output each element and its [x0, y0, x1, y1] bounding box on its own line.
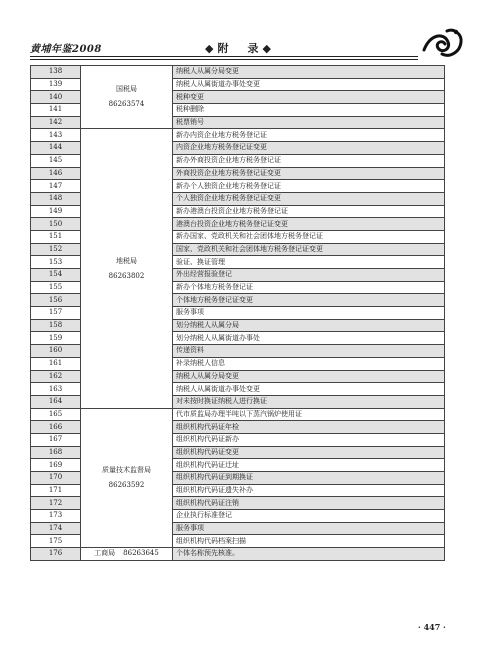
service-item: 服务事项 — [173, 522, 445, 535]
row-number: 157 — [31, 307, 81, 320]
service-item: 验证、换证管理 — [173, 256, 445, 269]
row-number: 165 — [31, 408, 81, 421]
row-number: 166 — [31, 421, 81, 434]
row-number: 149 — [31, 205, 81, 218]
page-number: · 447 · — [418, 622, 446, 632]
office-name: 工商局 — [94, 549, 116, 558]
service-items-table — [30, 65, 445, 561]
service-item: 代市质监局办理半吨以下蒸汽锅炉使用证 — [173, 408, 445, 421]
row-number: 150 — [31, 218, 81, 231]
row-number: 170 — [31, 472, 81, 485]
service-item: 新办外商投资企业地方税务登记证 — [173, 154, 445, 167]
service-item: 个体地方税务登记证变更 — [173, 294, 445, 307]
header-rule — [30, 56, 418, 57]
row-number: 167 — [31, 433, 81, 446]
service-item: 个人独资企业地方税务登记证变更 — [173, 192, 445, 205]
service-item: 税种变更 — [173, 91, 445, 104]
service-item: 企业执行标准登记 — [173, 510, 445, 523]
office-name: 质量技术监督局 — [102, 465, 151, 474]
row-number: 175 — [31, 535, 81, 548]
service-item: 新办个人独资企业地方税务登记证 — [173, 180, 445, 193]
service-item: 新办内资企业地方税务登记证 — [173, 129, 445, 142]
row-number: 153 — [31, 256, 81, 269]
row-number: 146 — [31, 167, 81, 180]
table-row — [31, 548, 445, 561]
service-item: 补录纳税人信息 — [173, 357, 445, 370]
service-item: 划分纳税人从属街道办事处 — [173, 332, 445, 345]
row-number: 155 — [31, 281, 81, 294]
row-number: 164 — [31, 395, 81, 408]
row-number: 156 — [31, 294, 81, 307]
table-row — [31, 408, 445, 421]
row-number: 169 — [31, 459, 81, 472]
row-number: 142 — [31, 116, 81, 129]
table-row — [31, 129, 445, 142]
row-number: 152 — [31, 243, 81, 256]
row-number: 174 — [31, 522, 81, 535]
row-number: 171 — [31, 484, 81, 497]
row-number: 145 — [31, 154, 81, 167]
row-number: 141 — [31, 104, 81, 117]
service-item: 外商投资企业地方税务登记证变更 — [173, 167, 445, 180]
service-item: 组织机构代码证注销 — [173, 497, 445, 510]
row-number: 161 — [31, 357, 81, 370]
row-number: 172 — [31, 497, 81, 510]
service-item: 内资企业地方税务登记证变更 — [173, 142, 445, 155]
row-number: 163 — [31, 383, 81, 396]
service-item: 新办港澳台投资企业地方税务登记证 — [173, 205, 445, 218]
office-phone: 86263802 — [108, 271, 145, 280]
section-title: ◆附 录◆ — [205, 42, 275, 55]
office-cell-guoshui — [81, 66, 173, 129]
office-cell-dishui — [81, 129, 173, 408]
row-number: 159 — [31, 332, 81, 345]
header-rule-thin — [30, 59, 418, 60]
row-number: 151 — [31, 230, 81, 243]
service-item: 新办国家、党政机关和社会团体地方税务登记证 — [173, 230, 445, 243]
row-number: 139 — [31, 78, 81, 91]
service-item: 国家、党政机关和社会团体地方税务登记证变更 — [173, 243, 445, 256]
service-item: 纳税人从属分局变更 — [173, 66, 445, 79]
service-item: 纳税人从属街道办事处变更 — [173, 78, 445, 91]
row-number: 138 — [31, 66, 81, 79]
service-item: 对未按时换证纳税人进行换证 — [173, 395, 445, 408]
office-phone: 86263645 — [123, 549, 159, 558]
service-item: 组织机构代码证到期换证 — [173, 472, 445, 485]
service-item: 新办个体地方税务登记证 — [173, 281, 445, 294]
office-cell-zhijian — [81, 408, 173, 548]
service-item: 纳税人从属街道办事处变更 — [173, 383, 445, 396]
office-phone: 86263592 — [108, 480, 145, 489]
service-item: 传递资料 — [173, 345, 445, 358]
service-item: 组织机构代码证年检 — [173, 421, 445, 434]
service-item: 服务事项 — [173, 307, 445, 320]
office-cell-gongshang — [81, 548, 173, 561]
office-name: 地税局 — [116, 256, 137, 265]
row-number: 158 — [31, 319, 81, 332]
service-item: 组织机构代码证遗失补办 — [173, 484, 445, 497]
service-item: 组织机构代码档案扫描 — [173, 535, 445, 548]
service-item: 个体名称预先核准。 — [173, 548, 445, 561]
service-item: 组织机构代码证迁址 — [173, 459, 445, 472]
office-phone: 86263574 — [108, 100, 145, 109]
service-item: 税票销号 — [173, 116, 445, 129]
yearbook-title: 黄埔年鉴2008 — [30, 44, 102, 55]
yearbook-logo-icon — [420, 24, 464, 60]
service-item: 税种删除 — [173, 104, 445, 117]
service-item: 组织机构代码证变更 — [173, 446, 445, 459]
row-number: 143 — [31, 129, 81, 142]
service-item: 纳税人从属分局变更 — [173, 370, 445, 383]
row-number: 144 — [31, 142, 81, 155]
service-item: 划分纳税人从属分局 — [173, 319, 445, 332]
row-number: 140 — [31, 91, 81, 104]
row-number: 160 — [31, 345, 81, 358]
service-item: 组织机构代码证新办 — [173, 433, 445, 446]
row-number: 176 — [31, 548, 81, 561]
row-number: 162 — [31, 370, 81, 383]
page-header — [0, 0, 480, 62]
row-number: 154 — [31, 269, 81, 282]
service-item: 外出经营报验登记 — [173, 269, 445, 282]
row-number: 168 — [31, 446, 81, 459]
row-number: 147 — [31, 180, 81, 193]
row-number: 148 — [31, 192, 81, 205]
table-row — [31, 66, 445, 79]
service-item: 港澳台投资企业地方税务登记证变更 — [173, 218, 445, 231]
office-name: 国税局 — [116, 85, 137, 94]
row-number: 173 — [31, 510, 81, 523]
